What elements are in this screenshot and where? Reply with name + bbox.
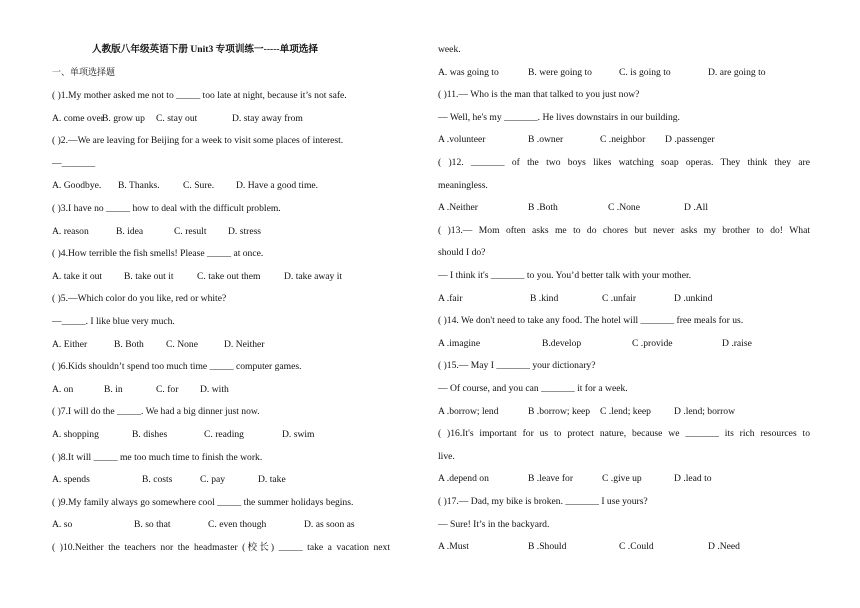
- answer-option: C. even though: [208, 519, 267, 531]
- answer-option: A .volunteer: [438, 134, 486, 146]
- answer-option: D. with: [200, 383, 229, 395]
- answer-option: C. result: [174, 225, 207, 237]
- answer-option: C. reading: [204, 429, 244, 440]
- answer-option: C. pay: [200, 474, 226, 486]
- answer-option: A .Must: [438, 541, 469, 553]
- answer-option: C .unfair: [602, 292, 637, 304]
- answer-option: D. Neither: [224, 338, 265, 350]
- answer-option: B .Both: [528, 202, 558, 214]
- question-line: live.: [438, 450, 455, 462]
- question-line: ( )17.— Dad, my bike is broken. _______ I use yours?: [438, 496, 648, 507]
- answer-option: A .imagine: [438, 337, 481, 349]
- answer-option: B. grow up: [102, 112, 145, 124]
- answer-option: B. in: [104, 383, 123, 395]
- question-line: —_____. I like blue very much.: [52, 316, 175, 327]
- answer-option: D. take away it: [284, 270, 343, 282]
- question-line: ( )8.It will _____ me too much time to finish the work.: [52, 451, 263, 463]
- answer-option: D .lead to: [674, 473, 712, 485]
- question-line: ( )4.How terrible the fish smells! Please _____ at once.: [52, 248, 264, 260]
- page-title: 人教版八年级英语下册 Unit3 专项训练一-----单项选择: [92, 44, 318, 55]
- answer-option: C .Could: [619, 541, 654, 553]
- answer-option: A .depend on: [438, 473, 489, 485]
- question-line: should I do?: [438, 247, 486, 259]
- answer-option: D. stay away from: [232, 112, 303, 124]
- answer-option: A. reason: [52, 225, 89, 237]
- answer-option: B .Should: [528, 541, 567, 553]
- answer-option: D. swim: [282, 429, 315, 440]
- question-line: — Well, he's my _______. He lives downstairs in our building.: [438, 111, 680, 123]
- answer-option: C .give up: [602, 473, 642, 485]
- answer-option: C. for: [156, 383, 179, 395]
- answer-option: B. costs: [142, 474, 173, 486]
- answer-option: D .unkind: [674, 292, 713, 304]
- question-line: ( )13.— Mom often asks me to do chores but never asks my brother to do! What: [438, 224, 810, 236]
- question-line: ( )2.—We are leaving for Beijing for a week to visit some places of interest.: [52, 135, 344, 147]
- answer-option: D. take: [258, 474, 286, 486]
- answer-option: B. Thanks.: [118, 180, 160, 192]
- question-line: ( )12. _______ of the two boys likes watching soap operas. They think they are: [438, 157, 810, 168]
- question-line: week.: [438, 44, 461, 55]
- question-line: ( )15.— May I _______ your dictionary?: [438, 360, 596, 372]
- answer-option: B .leave for: [528, 473, 574, 485]
- answer-option: C. None: [166, 338, 198, 350]
- question-line: ( )10.Neither the teachers nor the headmaster (校长) _____ take a vacation next: [52, 542, 390, 553]
- question-line: ( )1.My mother asked me not to _____ too late at night, because it’s not safe.: [52, 90, 347, 101]
- answer-option: D .raise: [722, 337, 752, 349]
- question-line: — Sure! It’s in the backyard.: [438, 518, 550, 530]
- answer-option: A. come over: [52, 112, 104, 124]
- answer-option: A. take it out: [52, 270, 103, 282]
- answer-option: A. shopping: [52, 429, 99, 440]
- answer-option: D .lend; borrow: [674, 405, 736, 417]
- question-line: ( )14. We don't need to take any food. The hotel will _______ free meals for us.: [438, 315, 744, 327]
- answer-option: B. dishes: [132, 429, 168, 440]
- answer-option: B. Both: [114, 338, 144, 350]
- answer-option: B. take out it: [124, 270, 174, 282]
- question-line: —_______: [52, 157, 96, 169]
- answer-option: A. Either: [52, 338, 88, 350]
- answer-option: C .lend; keep: [600, 405, 651, 417]
- question-line: ( )6.Kids shouldn’t spend too much time _____ computer games.: [52, 361, 302, 373]
- question-line: ( )11.— Who is the man that talked to you just now?: [438, 89, 640, 101]
- answer-option: A. so: [52, 519, 73, 531]
- answer-option: B. so that: [134, 519, 171, 531]
- answer-option: A. spends: [52, 474, 90, 486]
- answer-option: A. on: [52, 383, 74, 395]
- section-heading: 一、单项选择题: [52, 68, 116, 78]
- answer-option: C. is going to: [619, 66, 671, 78]
- question-line: ( )7.I will do the _____. We had a big dinner just now.: [52, 406, 260, 418]
- answer-option: B. were going to: [528, 66, 592, 78]
- question-line: ( )16.It's important for us to protect nature, because we _______ its rich resources to: [438, 428, 810, 440]
- answer-option: D .Need: [708, 541, 740, 553]
- answer-option: C. stay out: [156, 112, 198, 124]
- answer-option: D .passenger: [665, 134, 715, 146]
- question-line: meaningless.: [438, 179, 488, 191]
- answer-option: D. as soon as: [304, 519, 355, 531]
- answer-option: C. take out them: [197, 270, 261, 282]
- answer-option: B .borrow; keep: [528, 405, 591, 417]
- answer-option: C .neighbor: [600, 134, 646, 146]
- question-line: — Of course, and you can _______ it for a week.: [438, 383, 628, 394]
- answer-option: A. was going to: [438, 66, 499, 78]
- answer-option: D. are going to: [708, 66, 766, 78]
- answer-option: C .None: [608, 202, 640, 214]
- answer-option: A .fair: [438, 292, 463, 304]
- question-line: ( )5.—Which color do you like, red or white?: [52, 293, 227, 305]
- answer-option: A .Neither: [438, 202, 478, 214]
- question-line: ( )3.I have no _____ how to deal with the difficult problem.: [52, 203, 281, 214]
- answer-option: C .provide: [632, 337, 673, 349]
- answer-option: A .borrow; lend: [438, 405, 499, 417]
- question-line: ( )9.My family always go somewhere cool _____ the summer holidays begins.: [52, 496, 354, 508]
- answer-option: D .All: [684, 202, 708, 214]
- answer-option: B.develop: [542, 337, 582, 349]
- answer-option: A. Goodbye.: [52, 180, 102, 192]
- question-line: — I think it's _______ to you. You’d better talk with your mother.: [438, 270, 692, 281]
- answer-option: C. Sure.: [183, 180, 215, 192]
- answer-option: D. stress: [228, 225, 262, 237]
- answer-option: B. idea: [116, 225, 144, 237]
- answer-option: D. Have a good time.: [236, 180, 319, 192]
- answer-option: B .owner: [528, 134, 564, 146]
- answer-option: B .kind: [530, 292, 559, 304]
